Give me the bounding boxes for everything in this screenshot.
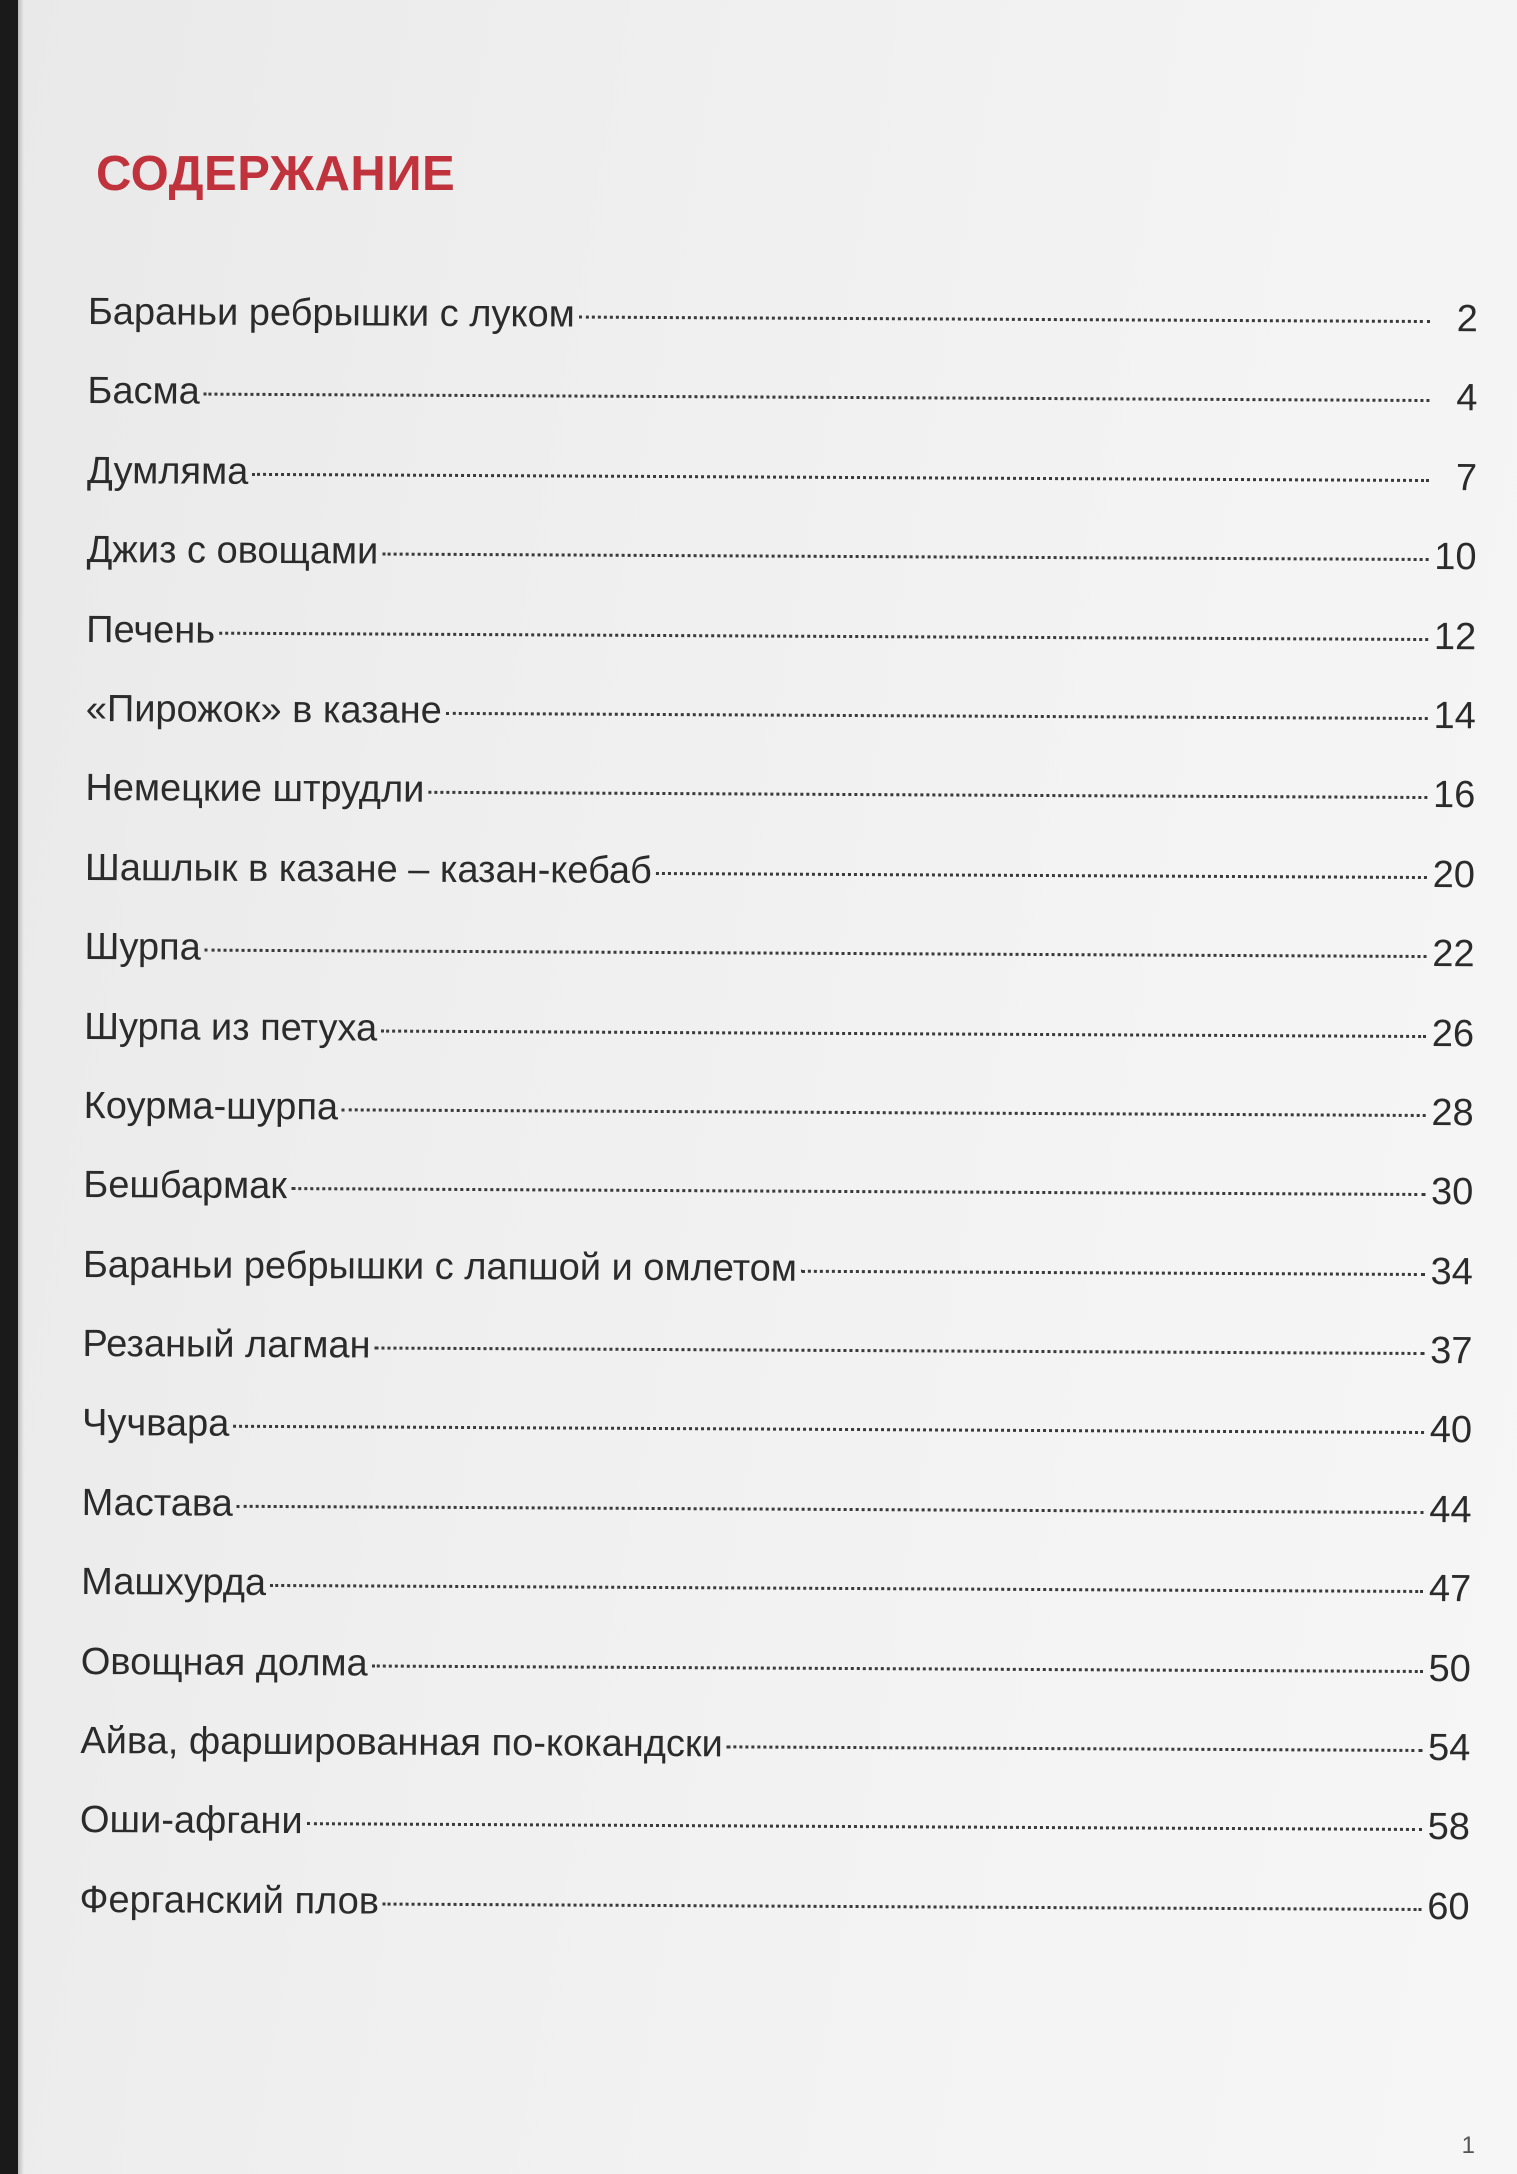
toc-entry — [83, 1163, 1473, 1250]
toc-entry-page: 44 — [1429, 1488, 1472, 1532]
toc-entry — [82, 1322, 1472, 1409]
toc-entry-page: 4 — [1456, 377, 1478, 420]
toc-entry-page: 14 — [1433, 695, 1476, 738]
dot-leader — [656, 872, 1427, 879]
toc-entry-page: 12 — [1433, 615, 1477, 658]
toc-entry — [83, 1084, 1473, 1171]
toc-entry-title: Резаный лагман — [82, 1323, 371, 1367]
toc-entry — [85, 846, 1475, 933]
toc-entry — [85, 766, 1475, 853]
toc-entry — [81, 1640, 1471, 1727]
toc-entry-page: 28 — [1431, 1091, 1474, 1135]
toc-entry-title: Бараньи ребрышки с луком — [87, 291, 575, 336]
toc-entry-title: Мастава — [81, 1481, 233, 1525]
toc-entry — [81, 1560, 1471, 1647]
toc-entry-title: Коурма-шурпа — [83, 1084, 339, 1129]
dot-leader — [307, 1823, 1422, 1832]
dot-leader — [446, 712, 1428, 720]
dot-leader — [205, 949, 1427, 958]
toc-entry-page: 47 — [1428, 1568, 1472, 1611]
toc-entry-title: Ферганский плов — [79, 1878, 380, 1923]
dot-leader — [270, 1584, 1423, 1593]
toc-entry-title: Чучвара — [81, 1402, 230, 1446]
toc-entry-title: «Пирожок» в казане — [85, 687, 442, 732]
dot-leader — [219, 631, 1428, 640]
dot-leader — [237, 1505, 1424, 1514]
contents-heading: СОДЕРЖАНИЕ — [96, 147, 456, 201]
dot-leader — [291, 1187, 1425, 1196]
toc-entry-title: Немецкие штрудли — [85, 767, 425, 812]
dot-leader — [372, 1664, 1423, 1673]
page-number: 1 — [1461, 2132, 1475, 2159]
toc-entry-title: Оши-афгани — [79, 1799, 303, 1843]
toc-entry — [87, 369, 1477, 456]
toc-entry-page: 22 — [1432, 933, 1475, 976]
toc-entry-title: Джиз с овощами — [86, 529, 379, 573]
dot-leader — [383, 1902, 1422, 1910]
toc-entry — [79, 1878, 1469, 1965]
toc-entry-title: Бараньи ребрышки с лапшой и омлетом — [82, 1243, 798, 1290]
toc-entry-page: 10 — [1434, 536, 1477, 579]
toc-entry-page: 60 — [1427, 1885, 1470, 1929]
toc-entry — [86, 687, 1476, 774]
dot-leader — [579, 316, 1430, 323]
dot-leader — [382, 553, 1428, 561]
table-of-contents — [79, 290, 1478, 1964]
toc-entry — [86, 608, 1476, 695]
toc-entry-title: Айва, фаршированная по-кокандски — [80, 1720, 723, 1766]
toc-entry — [87, 449, 1477, 536]
toc-entry-page: 37 — [1430, 1330, 1473, 1373]
toc-entry-page: 34 — [1430, 1250, 1473, 1293]
toc-entry — [88, 290, 1478, 377]
dot-leader — [233, 1425, 1424, 1434]
toc-entry-title: Печень — [86, 608, 216, 652]
page-edge-shadow — [18, 0, 24, 2174]
dot-leader — [801, 1269, 1425, 1275]
toc-entry-page: 26 — [1431, 1012, 1475, 1055]
dot-leader — [204, 393, 1430, 402]
toc-entry-page: 50 — [1428, 1647, 1471, 1690]
toc-entry — [86, 528, 1476, 615]
toc-entry-title: Шурпа — [84, 926, 201, 969]
toc-entry — [80, 1798, 1470, 1885]
dot-leader — [342, 1108, 1426, 1117]
toc-entry-title: Думляма — [86, 449, 249, 493]
toc-entry-page: 2 — [1456, 298, 1478, 341]
toc-entry — [82, 1401, 1472, 1488]
toc-entry-title: Шурпа из петуха — [84, 1005, 378, 1050]
toc-entry-title: Шашлык в казане – казан-кебаб — [84, 846, 652, 892]
toc-entry — [80, 1719, 1470, 1806]
toc-entry-page: 16 — [1432, 774, 1476, 817]
toc-entry-page: 7 — [1455, 456, 1478, 500]
toc-entry-page: 30 — [1430, 1171, 1474, 1214]
dot-leader — [252, 473, 1429, 482]
toc-entry-page: 58 — [1427, 1806, 1471, 1849]
toc-entry-page: 40 — [1429, 1409, 1473, 1452]
dot-leader — [428, 791, 1427, 799]
dot-leader — [381, 1029, 1426, 1037]
toc-entry-title: Бешбармак — [83, 1164, 288, 1208]
toc-entry-page: 20 — [1432, 853, 1476, 897]
toc-entry-page: 54 — [1427, 1727, 1471, 1770]
book-page — [18, 0, 1517, 2174]
toc-entry — [84, 925, 1474, 1012]
toc-entry — [84, 1005, 1474, 1092]
toc-entry — [83, 1243, 1473, 1330]
dot-leader — [727, 1745, 1423, 1752]
toc-entry — [81, 1481, 1471, 1568]
toc-entry-title: Машхурда — [81, 1561, 267, 1605]
toc-entry-title: Овощная долма — [80, 1640, 368, 1685]
toc-entry-title: Басма — [87, 370, 200, 413]
dot-leader — [374, 1347, 1424, 1355]
